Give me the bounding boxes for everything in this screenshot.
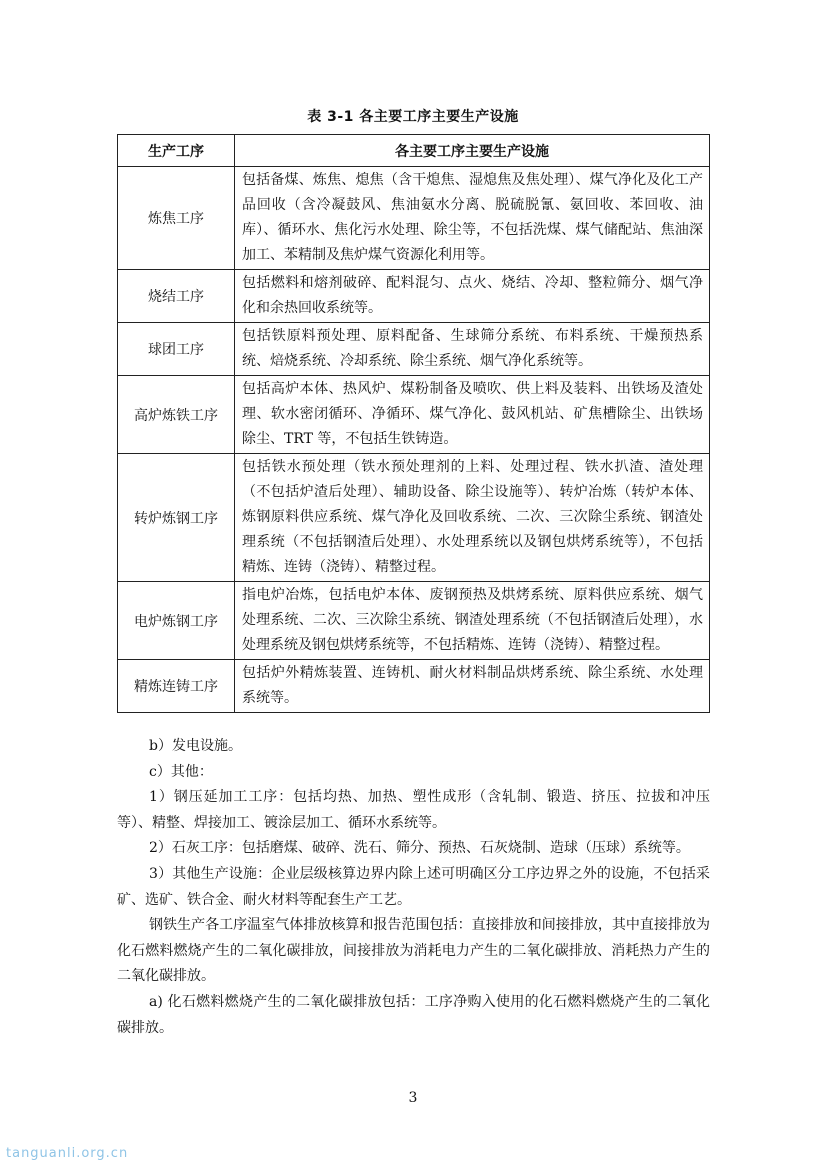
table-row xyxy=(118,167,710,270)
process-name: 烧结工序 xyxy=(118,270,235,323)
process-facilities: 包括铁水预处理（铁水预处理剂的上料、处理过程、铁水扒渣、渣处理（不包括炉渣后处理）、辅助设备、除尘设施等）、转炉冶炼（转炉本体、炼钢原料供应系统、煤气净化及回收系统、二次、三次除尘系统、钢渣处理系统（不包括钢渣后处理）、水处理系统以及钢包烘烤系统等），不包括精炼、连铸（浇铸）、精整过程。 xyxy=(235,454,710,582)
paragraph-lime: 2）石灰工序：包括磨煤、破碎、洗石、筛分、预热、石灰烧制、造球（压球）系统等。 xyxy=(149,840,690,857)
paragraph-other-facilities: 3）其他生产设施：企业层级核算边界内除上述可明确区分工序边界之外的设施，不包括采矿、选矿、铁合金、耐火材料等配套生产工艺。 xyxy=(117,865,710,908)
process-name: 精炼连铸工序 xyxy=(118,660,235,713)
process-facilities: 包括备煤、炼焦、熄焦（含干熄焦、湿熄焦及焦处理）、煤气净化及化工产品回收（含冷凝鼓风、焦油氨水分离、脱硫脱氰、氨回收、苯回收、油库）、循环水、焦化污水处理、除尘等，不包括洗煤、煤气储配站、焦油深加工、苯精制及焦炉煤气资源化利用等。 xyxy=(235,167,710,270)
process-facilities: 指电炉冶炼，包括电炉本体、废钢预热及烘烤系统、原料供应系统、烟气处理系统、二次、三次除尘系统、钢渣处理系统（不包括钢渣后处理），水处理系统及钢包烘烤系统等，不包括精炼、连铸（浇铸）、精整过程。 xyxy=(235,582,710,660)
process-facilities: 包括燃料和熔剂破碎、配料混匀、点火、烧结、冷却、整粒筛分、烟气净化和余热回收系统等。 xyxy=(235,270,710,323)
paragraph-other: c）其他： xyxy=(149,763,213,780)
header-facilities: 各主要工序主要生产设施 xyxy=(235,135,710,167)
process-facilities: 包括铁原料预处理、原料配备、生球筛分系统、布料系统、干燥预热系统、焙烧系统、冷却系统、除尘系统、烟气净化系统等。 xyxy=(235,323,710,376)
process-facilities: 包括炉外精炼装置、连铸机、耐火材料制品烘烤系统、除尘系统、水处理系统等。 xyxy=(235,660,710,713)
facilities-table xyxy=(117,134,710,713)
process-name: 炼焦工序 xyxy=(118,167,235,270)
paragraph-scope: 钢铁生产各工序温室气体排放核算和报告范围包括：直接排放和间接排放，其中直接排放为化石燃料燃烧产生的二氧化碳排放，间接排放为消耗电力产生的二氧化碳排放、消耗热力产生的二氧化碳排放。 xyxy=(117,917,710,985)
page-number: 3 xyxy=(408,1090,418,1106)
table-row xyxy=(118,454,710,582)
table-row xyxy=(118,582,710,660)
process-name: 高炉炼铁工序 xyxy=(118,376,235,454)
body-text xyxy=(117,734,710,1041)
table-caption: 表 3-1 各主要工序主要生产设施 xyxy=(307,109,519,125)
process-name: 球团工序 xyxy=(118,323,235,376)
table-header-row xyxy=(118,135,710,167)
paragraph-power-facilities: b）发电设施。 xyxy=(149,738,242,754)
table-row xyxy=(118,323,710,376)
process-name: 电炉炼钢工序 xyxy=(118,582,235,660)
paragraph-rolling: 1）钢压延加工工序：包括均热、加热、塑性成形（含轧制、锻造、挤压、拉拔和冲压等）、精整、焊接加工、镀涂层加工、循环水系统等。 xyxy=(117,789,710,831)
table-row xyxy=(118,376,710,454)
header-process: 生产工序 xyxy=(118,135,235,167)
table-row xyxy=(118,270,710,323)
process-name: 转炉炼钢工序 xyxy=(118,454,235,582)
watermark: tanguanli.org.cn xyxy=(6,1146,129,1161)
table-row xyxy=(118,660,710,713)
paragraph-fossil-fuel: a) 化石燃料燃烧产生的二氧化碳排放包括：工序净购入使用的化石燃料燃烧产生的二氧化碳排放。 xyxy=(117,993,710,1036)
process-facilities: 包括高炉本体、热风炉、煤粉制备及喷吹、供上料及装料、出铁场及渣处理、软水密闭循环、净循环、煤气净化、鼓风机站、矿焦槽除尘、出铁场除尘、TRT 等，不包括生铁铸造。 xyxy=(235,376,710,454)
